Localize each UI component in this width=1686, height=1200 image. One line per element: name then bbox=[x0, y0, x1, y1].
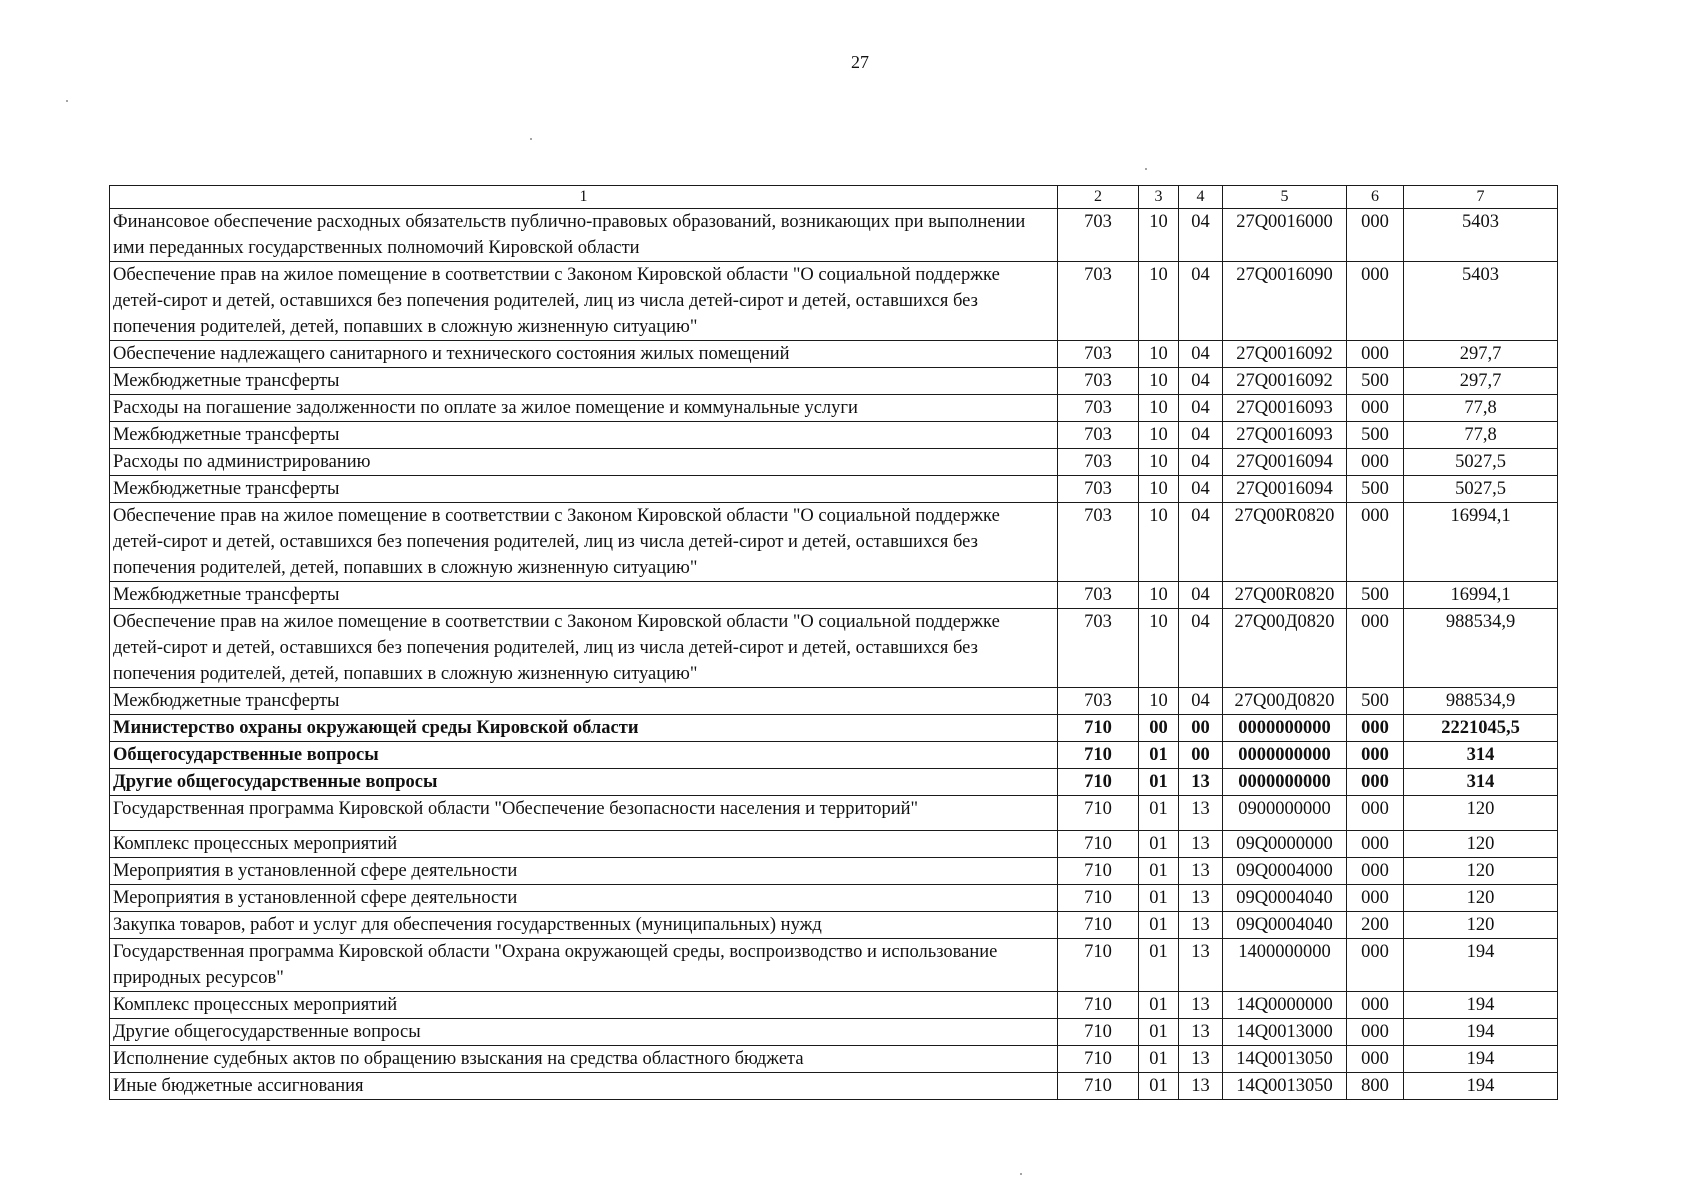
cell-code-2: 710 bbox=[1058, 715, 1139, 742]
cell-code-2: 710 bbox=[1058, 992, 1139, 1019]
header-row bbox=[110, 186, 1558, 209]
cell-code-2: 710 bbox=[1058, 769, 1139, 796]
cell-name: Государственная программа Кировской области "Охрана окружающей среды, воспроизводство и использование природных ресурсов" bbox=[110, 939, 1058, 992]
cell-code-2: 703 bbox=[1058, 368, 1139, 395]
cell-code-3: 01 bbox=[1139, 912, 1179, 939]
cell-code-3: 01 bbox=[1139, 1073, 1179, 1100]
cell-code-4: 04 bbox=[1179, 368, 1223, 395]
cell-code-2: 710 bbox=[1058, 1046, 1139, 1073]
cell-code-2: 710 bbox=[1058, 1019, 1139, 1046]
cell-amount: 5403 bbox=[1404, 209, 1558, 262]
cell-amount: 194 bbox=[1404, 1073, 1558, 1100]
table-row bbox=[110, 422, 1558, 449]
table-row bbox=[110, 992, 1558, 1019]
cell-code-4: 04 bbox=[1179, 262, 1223, 341]
cell-code-2: 703 bbox=[1058, 503, 1139, 582]
cell-code-6: 000 bbox=[1347, 609, 1404, 688]
cell-name: Мероприятия в установленной сфере деятельности bbox=[110, 858, 1058, 885]
cell-code-5: 27Q0016094 bbox=[1223, 449, 1347, 476]
cell-code-3: 10 bbox=[1139, 449, 1179, 476]
cell-code-4: 04 bbox=[1179, 582, 1223, 609]
cell-code-2: 703 bbox=[1058, 395, 1139, 422]
table-row bbox=[110, 209, 1558, 262]
cell-amount: 120 bbox=[1404, 858, 1558, 885]
cell-amount: 297,7 bbox=[1404, 368, 1558, 395]
cell-code-5: 09Q0004040 bbox=[1223, 885, 1347, 912]
table-row bbox=[110, 476, 1558, 503]
table-row bbox=[110, 503, 1558, 582]
cell-code-3: 10 bbox=[1139, 262, 1179, 341]
cell-code-5: 09Q0004000 bbox=[1223, 858, 1347, 885]
col-header-1: 1 bbox=[110, 186, 1058, 209]
cell-name: Межбюджетные трансферты bbox=[110, 688, 1058, 715]
cell-code-4: 13 bbox=[1179, 858, 1223, 885]
cell-name: Межбюджетные трансферты bbox=[110, 368, 1058, 395]
cell-amount: 297,7 bbox=[1404, 341, 1558, 368]
col-header-5: 5 bbox=[1223, 186, 1347, 209]
cell-amount: 120 bbox=[1404, 912, 1558, 939]
cell-amount: 120 bbox=[1404, 831, 1558, 858]
cell-code-3: 00 bbox=[1139, 715, 1179, 742]
cell-name: Обеспечение прав на жилое помещение в соответствии с Законом Кировской области "О социальной поддержке детей-сирот и детей, оставшихся без попечения родителей, лиц из числа детей-сирот и детей, оставшихся без попечения родителей, детей, попавших в сложную жизненную ситуацию" bbox=[110, 262, 1058, 341]
cell-code-6: 500 bbox=[1347, 476, 1404, 503]
cell-code-4: 04 bbox=[1179, 395, 1223, 422]
cell-code-3: 01 bbox=[1139, 992, 1179, 1019]
cell-name: Иные бюджетные ассигнования bbox=[110, 1073, 1058, 1100]
cell-code-6: 500 bbox=[1347, 368, 1404, 395]
table-row bbox=[110, 1046, 1558, 1073]
cell-code-4: 04 bbox=[1179, 503, 1223, 582]
cell-code-2: 710 bbox=[1058, 885, 1139, 912]
cell-code-3: 10 bbox=[1139, 368, 1179, 395]
col-header-7: 7 bbox=[1404, 186, 1558, 209]
cell-code-5: 0000000000 bbox=[1223, 715, 1347, 742]
cell-amount: 314 bbox=[1404, 769, 1558, 796]
cell-code-4: 13 bbox=[1179, 992, 1223, 1019]
cell-amount: 5403 bbox=[1404, 262, 1558, 341]
table-body bbox=[110, 209, 1558, 1100]
cell-code-6: 500 bbox=[1347, 582, 1404, 609]
cell-code-5: 27Q0016090 bbox=[1223, 262, 1347, 341]
cell-code-3: 01 bbox=[1139, 796, 1179, 831]
cell-code-5: 27Q0016092 bbox=[1223, 341, 1347, 368]
cell-name: Другие общегосударственные вопросы bbox=[110, 1019, 1058, 1046]
cell-code-3: 01 bbox=[1139, 769, 1179, 796]
cell-code-4: 13 bbox=[1179, 1019, 1223, 1046]
cell-code-6: 000 bbox=[1347, 992, 1404, 1019]
table-row bbox=[110, 769, 1558, 796]
cell-amount: 5027,5 bbox=[1404, 449, 1558, 476]
cell-code-5: 09Q0000000 bbox=[1223, 831, 1347, 858]
cell-code-3: 01 bbox=[1139, 1019, 1179, 1046]
cell-code-2: 710 bbox=[1058, 858, 1139, 885]
budget-table bbox=[109, 185, 1558, 1100]
cell-amount: 120 bbox=[1404, 796, 1558, 831]
cell-code-6: 000 bbox=[1347, 831, 1404, 858]
cell-code-5: 27Q0016092 bbox=[1223, 368, 1347, 395]
cell-code-3: 01 bbox=[1139, 742, 1179, 769]
cell-name: Комплекс процессных мероприятий bbox=[110, 831, 1058, 858]
cell-name: Государственная программа Кировской области "Обеспечение безопасности населения и территорий" bbox=[110, 796, 1058, 831]
cell-code-5: 14Q0013050 bbox=[1223, 1046, 1347, 1073]
cell-name: Межбюджетные трансферты bbox=[110, 476, 1058, 503]
cell-code-2: 710 bbox=[1058, 912, 1139, 939]
cell-name: Исполнение судебных актов по обращению взыскания на средства областного бюджета bbox=[110, 1046, 1058, 1073]
table-row bbox=[110, 609, 1558, 688]
cell-code-6: 000 bbox=[1347, 449, 1404, 476]
table-row bbox=[110, 1019, 1558, 1046]
cell-code-2: 710 bbox=[1058, 796, 1139, 831]
cell-code-6: 000 bbox=[1347, 341, 1404, 368]
cell-amount: 120 bbox=[1404, 885, 1558, 912]
cell-code-3: 01 bbox=[1139, 885, 1179, 912]
cell-code-2: 703 bbox=[1058, 341, 1139, 368]
cell-code-5: 27Q0016093 bbox=[1223, 395, 1347, 422]
cell-code-2: 703 bbox=[1058, 582, 1139, 609]
cell-code-6: 500 bbox=[1347, 688, 1404, 715]
cell-code-5: 27Q0016094 bbox=[1223, 476, 1347, 503]
cell-code-2: 710 bbox=[1058, 831, 1139, 858]
table-row bbox=[110, 912, 1558, 939]
cell-code-6: 000 bbox=[1347, 1046, 1404, 1073]
cell-name: Обеспечение прав на жилое помещение в соответствии с Законом Кировской области "О социальной поддержке детей-сирот и детей, оставшихся без попечения родителей, лиц из числа детей-сирот и детей, оставшихся без попечения родителей, детей, попавших в сложную жизненную ситуацию" bbox=[110, 609, 1058, 688]
cell-code-2: 703 bbox=[1058, 449, 1139, 476]
page-number: 27 bbox=[851, 52, 869, 72]
cell-name: Финансовое обеспечение расходных обязательств публично-правовых образований, возникающих при выполнении ими переданных государственных полномочий Кировской области bbox=[110, 209, 1058, 262]
cell-name: Комплекс процессных мероприятий bbox=[110, 992, 1058, 1019]
cell-code-4: 13 bbox=[1179, 831, 1223, 858]
cell-name: Мероприятия в установленной сфере деятельности bbox=[110, 885, 1058, 912]
cell-code-3: 01 bbox=[1139, 1046, 1179, 1073]
table-row bbox=[110, 715, 1558, 742]
scan-speck bbox=[1145, 168, 1147, 170]
cell-code-4: 13 bbox=[1179, 885, 1223, 912]
cell-code-6: 000 bbox=[1347, 939, 1404, 992]
cell-code-3: 01 bbox=[1139, 939, 1179, 992]
table-row bbox=[110, 341, 1558, 368]
table-row bbox=[110, 858, 1558, 885]
table-row bbox=[110, 831, 1558, 858]
cell-code-6: 000 bbox=[1347, 769, 1404, 796]
table-row bbox=[110, 368, 1558, 395]
cell-code-4: 13 bbox=[1179, 796, 1223, 831]
cell-code-2: 703 bbox=[1058, 688, 1139, 715]
cell-code-4: 04 bbox=[1179, 449, 1223, 476]
cell-code-6: 000 bbox=[1347, 209, 1404, 262]
cell-code-5: 27Q00Д0820 bbox=[1223, 609, 1347, 688]
cell-code-3: 10 bbox=[1139, 422, 1179, 449]
cell-amount: 988534,9 bbox=[1404, 609, 1558, 688]
table-row bbox=[110, 582, 1558, 609]
cell-amount: 16994,1 bbox=[1404, 582, 1558, 609]
cell-code-4: 04 bbox=[1179, 688, 1223, 715]
cell-code-2: 703 bbox=[1058, 262, 1139, 341]
cell-amount: 194 bbox=[1404, 1019, 1558, 1046]
cell-code-4: 04 bbox=[1179, 209, 1223, 262]
cell-code-4: 13 bbox=[1179, 1046, 1223, 1073]
cell-code-3: 10 bbox=[1139, 395, 1179, 422]
table-row bbox=[110, 885, 1558, 912]
cell-code-6: 000 bbox=[1347, 715, 1404, 742]
cell-name: Министерство охраны окружающей среды Кировской области bbox=[110, 715, 1058, 742]
cell-code-4: 00 bbox=[1179, 742, 1223, 769]
cell-code-6: 000 bbox=[1347, 262, 1404, 341]
cell-code-5: 27Q0016000 bbox=[1223, 209, 1347, 262]
cell-code-5: 09Q0004040 bbox=[1223, 912, 1347, 939]
cell-code-6: 000 bbox=[1347, 885, 1404, 912]
col-header-3: 3 bbox=[1139, 186, 1179, 209]
cell-code-5: 27Q00Д0820 bbox=[1223, 688, 1347, 715]
cell-code-4: 13 bbox=[1179, 912, 1223, 939]
table-row bbox=[110, 742, 1558, 769]
cell-name: Межбюджетные трансферты bbox=[110, 422, 1058, 449]
cell-code-2: 703 bbox=[1058, 209, 1139, 262]
cell-code-4: 13 bbox=[1179, 769, 1223, 796]
cell-code-3: 10 bbox=[1139, 209, 1179, 262]
cell-code-3: 01 bbox=[1139, 858, 1179, 885]
cell-code-5: 14Q0013000 bbox=[1223, 1019, 1347, 1046]
cell-name: Другие общегосударственные вопросы bbox=[110, 769, 1058, 796]
cell-amount: 194 bbox=[1404, 939, 1558, 992]
cell-code-5: 0000000000 bbox=[1223, 742, 1347, 769]
cell-name: Закупка товаров, работ и услуг для обеспечения государственных (муниципальных) нужд bbox=[110, 912, 1058, 939]
cell-name: Общегосударственные вопросы bbox=[110, 742, 1058, 769]
cell-name: Обеспечение надлежащего санитарного и технического состояния жилых помещений bbox=[110, 341, 1058, 368]
cell-name: Обеспечение прав на жилое помещение в соответствии с Законом Кировской области "О социальной поддержке детей-сирот и детей, оставшихся без попечения родителей, лиц из числа детей-сирот и детей, оставшихся без попечения родителей, детей, попавших в сложную жизненную ситуацию" bbox=[110, 503, 1058, 582]
cell-amount: 194 bbox=[1404, 992, 1558, 1019]
cell-code-5: 27Q0016093 bbox=[1223, 422, 1347, 449]
col-header-2: 2 bbox=[1058, 186, 1139, 209]
cell-code-3: 10 bbox=[1139, 476, 1179, 503]
scan-speck bbox=[530, 138, 532, 140]
cell-name: Межбюджетные трансферты bbox=[110, 582, 1058, 609]
cell-amount: 5027,5 bbox=[1404, 476, 1558, 503]
cell-name: Расходы по администрированию bbox=[110, 449, 1058, 476]
cell-code-3: 10 bbox=[1139, 582, 1179, 609]
cell-code-5: 27Q00R0820 bbox=[1223, 582, 1347, 609]
cell-code-6: 000 bbox=[1347, 858, 1404, 885]
cell-code-6: 200 bbox=[1347, 912, 1404, 939]
cell-code-6: 500 bbox=[1347, 422, 1404, 449]
cell-code-5: 14Q0000000 bbox=[1223, 992, 1347, 1019]
table-row bbox=[110, 395, 1558, 422]
cell-code-5: 27Q00R0820 bbox=[1223, 503, 1347, 582]
cell-code-2: 703 bbox=[1058, 422, 1139, 449]
cell-code-2: 703 bbox=[1058, 476, 1139, 503]
scan-speck bbox=[66, 100, 68, 102]
cell-code-6: 800 bbox=[1347, 1073, 1404, 1100]
table-row bbox=[110, 449, 1558, 476]
cell-code-5: 1400000000 bbox=[1223, 939, 1347, 992]
col-header-4: 4 bbox=[1179, 186, 1223, 209]
cell-amount: 16994,1 bbox=[1404, 503, 1558, 582]
table-row bbox=[110, 262, 1558, 341]
cell-amount: 77,8 bbox=[1404, 422, 1558, 449]
cell-code-6: 000 bbox=[1347, 1019, 1404, 1046]
cell-code-4: 04 bbox=[1179, 476, 1223, 503]
cell-amount: 2221045,5 bbox=[1404, 715, 1558, 742]
cell-code-4: 04 bbox=[1179, 422, 1223, 449]
cell-code-4: 13 bbox=[1179, 1073, 1223, 1100]
table-row bbox=[110, 796, 1558, 831]
cell-code-2: 703 bbox=[1058, 609, 1139, 688]
cell-code-2: 710 bbox=[1058, 939, 1139, 992]
table-row bbox=[110, 939, 1558, 992]
cell-code-3: 10 bbox=[1139, 609, 1179, 688]
table-row bbox=[110, 1073, 1558, 1100]
cell-code-2: 710 bbox=[1058, 1073, 1139, 1100]
cell-code-6: 000 bbox=[1347, 395, 1404, 422]
col-header-6: 6 bbox=[1347, 186, 1404, 209]
cell-code-3: 10 bbox=[1139, 341, 1179, 368]
cell-code-3: 01 bbox=[1139, 831, 1179, 858]
cell-code-4: 13 bbox=[1179, 939, 1223, 992]
table-row bbox=[110, 688, 1558, 715]
scan-speck bbox=[1020, 1173, 1022, 1175]
cell-name: Расходы на погашение задолженности по оплате за жилое помещение и коммунальные услуги bbox=[110, 395, 1058, 422]
cell-amount: 988534,9 bbox=[1404, 688, 1558, 715]
cell-code-3: 10 bbox=[1139, 503, 1179, 582]
cell-code-5: 14Q0013050 bbox=[1223, 1073, 1347, 1100]
cell-amount: 77,8 bbox=[1404, 395, 1558, 422]
cell-code-5: 0000000000 bbox=[1223, 769, 1347, 796]
cell-amount: 194 bbox=[1404, 1046, 1558, 1073]
cell-code-4: 04 bbox=[1179, 609, 1223, 688]
cell-code-2: 710 bbox=[1058, 742, 1139, 769]
cell-code-6: 000 bbox=[1347, 796, 1404, 831]
cell-code-3: 10 bbox=[1139, 688, 1179, 715]
cell-code-4: 04 bbox=[1179, 341, 1223, 368]
cell-code-6: 000 bbox=[1347, 742, 1404, 769]
cell-code-5: 0900000000 bbox=[1223, 796, 1347, 831]
cell-code-6: 000 bbox=[1347, 503, 1404, 582]
cell-amount: 314 bbox=[1404, 742, 1558, 769]
cell-code-4: 00 bbox=[1179, 715, 1223, 742]
